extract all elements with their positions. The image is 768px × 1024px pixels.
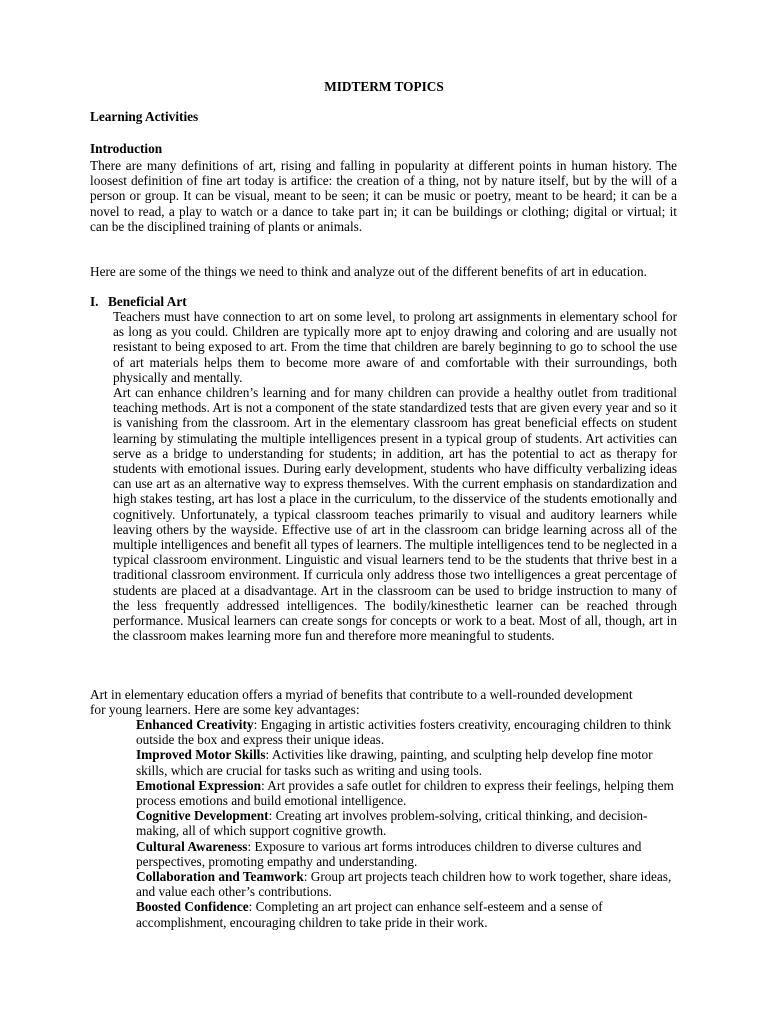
section-number: I. [90,294,99,309]
introduction-heading: Introduction [90,141,163,156]
benefit-text: : Engaging in artistic activities fosters creativity, encouraging children to think outside the box and express their unique ideas. [136,717,672,748]
analysis-paragraph: Here are some of the things we need to think and analyze out of the different benefits of art in education. [90,264,647,279]
benefit-term: Enhanced Creativity [136,717,254,732]
section-subtitle: Learning Activities [90,109,199,124]
beneficial-art-paragraph-2: Art can enhance children’s learning and for many children can provide a healthy outlet from traditional teaching methods. Art is not a component of the state standardized tests that are given every year and so it is vanishing from the classroom. Art in the elementary classroom has great beneficial effects on student learning by stimulating the multiple intelligences present in a typical group of students. Art activities can serve as a bridge to understanding for students; in addition, art has the potential to act as therapy for students with emotional issues. During early development, students who have difficulty verbalizing ideas can use art as an alternative way to express themselves. With the current emphasis on standardization and high stakes testing, art has lost a place in the curriculum, to the disservice of the students emotionally and cognitively. Unfortunately, a typical classroom teaches primarily to visual and auditory learners while leaving others by the wayside. Effective use of art in the classroom can bridge learning across all of the multiple intelligences and benefit all types of learners. The multiple intelligences tend to be neglected in a typical classroom environment. Linguistic and visual learners tend to be the students that thrive best in a traditional classroom environment. If curricula only address those two intelligences a great percentage of students are placed at a disadvantage. Art in the classroom can be used to bridge instruction to many of the less frequently addressed intelligences. The bodily/kinesthetic learner can be reached through performance. Musical learners can create songs for concepts or work to a beat. Most of all, though, art in the classroom makes learning more fun and therefore more meaningful to students. [113,385,677,644]
document-title: MIDTERM TOPICS [324,79,444,94]
list-item [136,747,681,777]
benefits-list [136,717,681,930]
intro-paragraph: There are many definitions of art, rising and falling in popularity at different points in human history. The loosest definition of fine art today is artifice: the creation of a thing, not by nature itself, but by the will of a person or group. It can be visual, meant to be seen; it can be music or poetry, meant to be heard; it can be a novel to read, a play to watch or a dance to take part in; it can be buildings or clothing; digital or virtual; it can be the disciplined training of plants or animals. [90,158,677,234]
beneficial-art-paragraph-1: Teachers must have connection to art on some level, to prolong art assignments in elementary school for as long as you could. Children are typically more apt to enjoy drawing and coloring and are usually not resistant to being exposed to art. From the time that children are barely beginning to go to school the use of art materials helps them to become more aware of and comfortable with their surroundings, both physically and mentally. [113,309,677,385]
benefit-text: : Group art projects teach children how to work together, share ideas, and value each other’s contributions. [136,869,672,900]
list-item [136,839,681,869]
benefit-term: Boosted Confidence [136,899,249,915]
benefit-term: Collaboration and Teamwork [136,869,304,885]
benefit-term: Cultural Awareness [136,838,248,854]
benefit-term: Improved Motor Skills [136,747,266,763]
list-item [136,869,681,899]
beneficial-art-body [113,309,677,643]
benefit-text: : Creating art involves problem-solving, critical thinking, and decision-making, all of which support cognitive growth. [136,808,648,839]
list-item [136,899,681,929]
list-item [136,808,681,838]
list-item [136,717,681,747]
summary-paragraph: Art in elementary education offers a myriad of benefits that contribute to a well-rounded development for young learners. Here are some key advantages: [90,687,633,718]
benefit-text: : Completing an art project can enhance self-esteem and a sense of accomplishment, encouraging children to take pride in their work. [136,899,603,930]
benefit-text: : Art provides a safe outlet for children to express their feelings, helping them process emotions and build emotional intelligence. [136,777,674,809]
list-item [136,778,681,808]
section-heading-text: Beneficial Art [108,294,187,309]
benefit-text: : Exposure to various art forms introduces children to diverse cultures and perspectives, promoting empathy and understanding. [136,838,642,869]
benefit-term: Emotional Expression [136,777,261,793]
benefit-text: : Activities like drawing, painting, and sculpting help develop fine motor skills, which are crucial for tasks such as writing and using tools. [136,747,653,778]
beneficial-art-heading [90,294,187,309]
benefit-term: Cognitive Development [136,808,269,824]
